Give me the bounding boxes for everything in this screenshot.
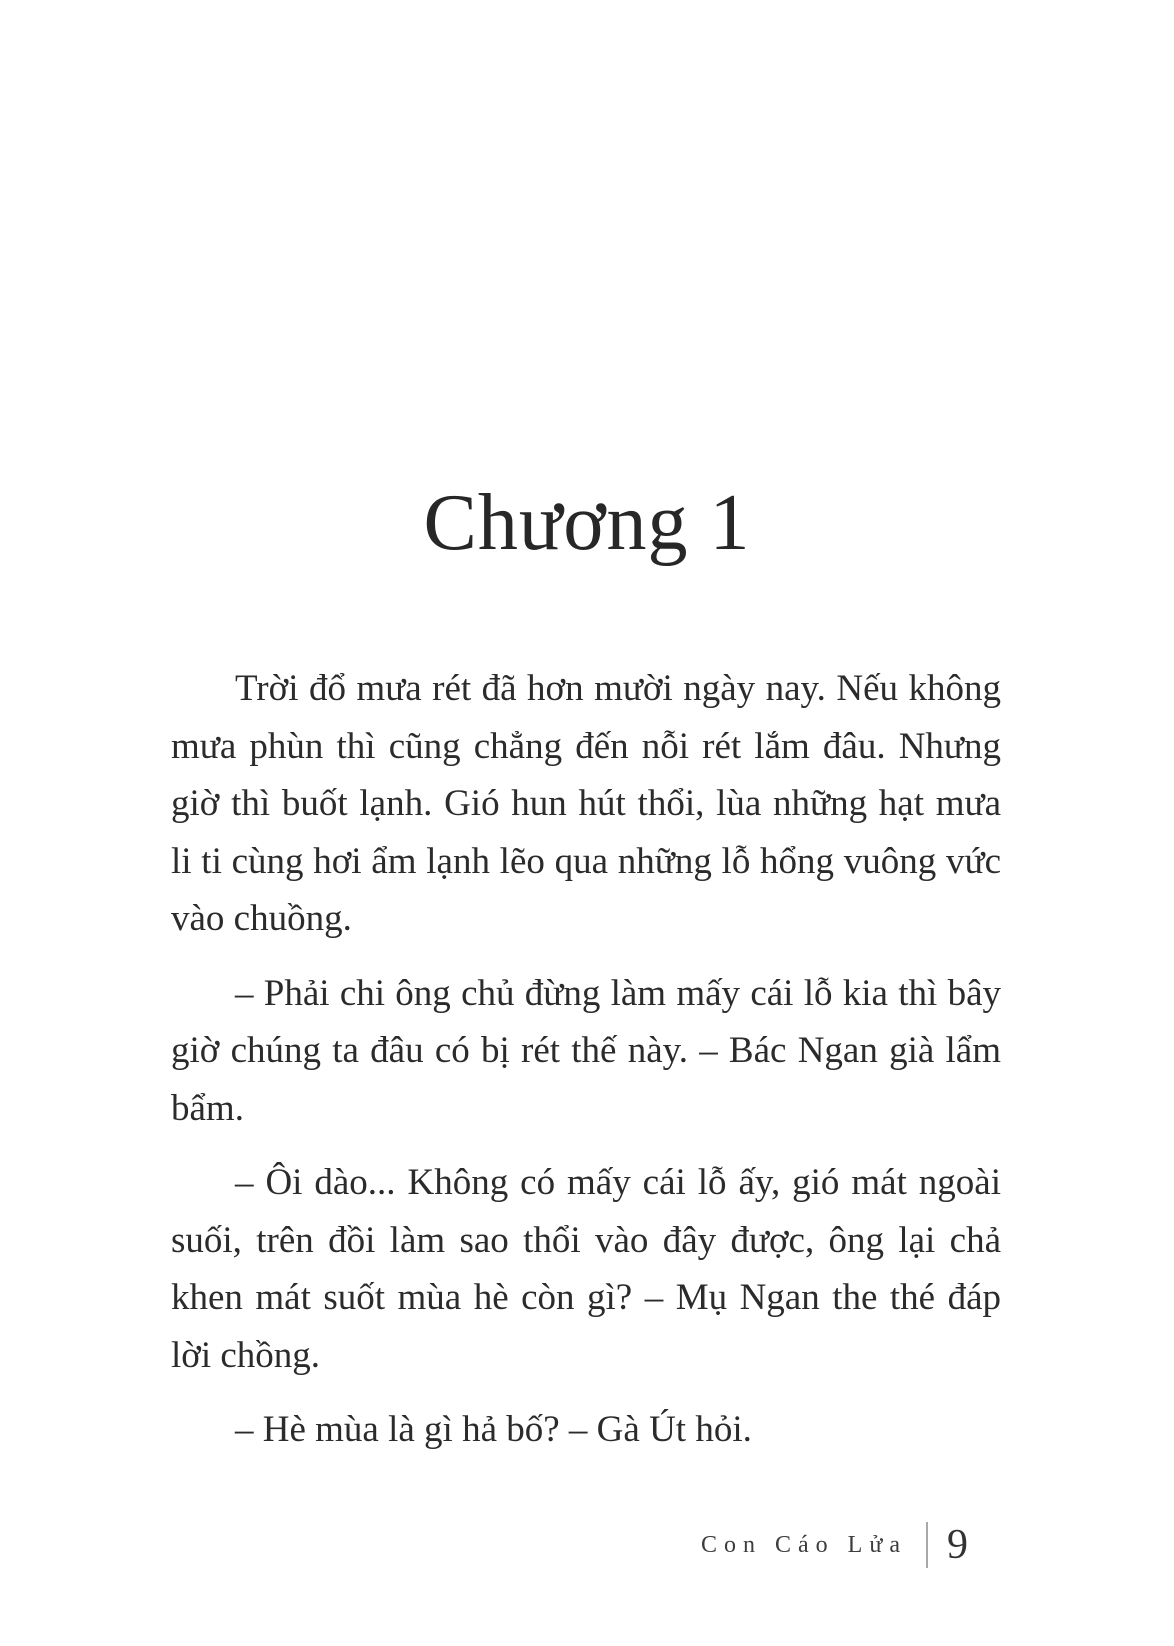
chapter-title: Chương 1 [423, 478, 751, 567]
paragraph: – Hè mùa là gì hả bố? – Gà Út hỏi. [235, 1409, 752, 1450]
footer-divider [926, 1522, 928, 1568]
page-footer [701, 1522, 968, 1568]
footer-book-title: Con Cáo Lửa [701, 1531, 907, 1558]
paragraph: – Phải chi ông chủ đừng làm mấy cái lỗ kia thì bây giờ chúng ta đâu có bị rét thế này. – Bác Ngan già lẩm bẩm. [171, 972, 1001, 1129]
footer-page-number: 9 [947, 1522, 968, 1568]
body-text [171, 660, 1001, 1476]
paragraph: – Ôi dào... Không có mấy cái lỗ ấy, gió mát ngoài suối, trên đồi làm sao thổi vào đây được, ông lại chả khen mát suốt mùa hè còn gì? – Mụ Ngan the thé đáp lời chồng. [171, 1162, 1001, 1376]
paragraph: Trời đổ mưa rét đã hơn mười ngày nay. Nếu không mưa phùn thì cũng chẳng đến nỗi rét lắm đâu. Nhưng giờ thì buốt lạnh. Gió hun hút thổi, lùa những hạt mưa li ti cùng hơi ẩm lạnh lẽo qua những lỗ hổng vuông vức vào chuồng. [171, 668, 1001, 939]
